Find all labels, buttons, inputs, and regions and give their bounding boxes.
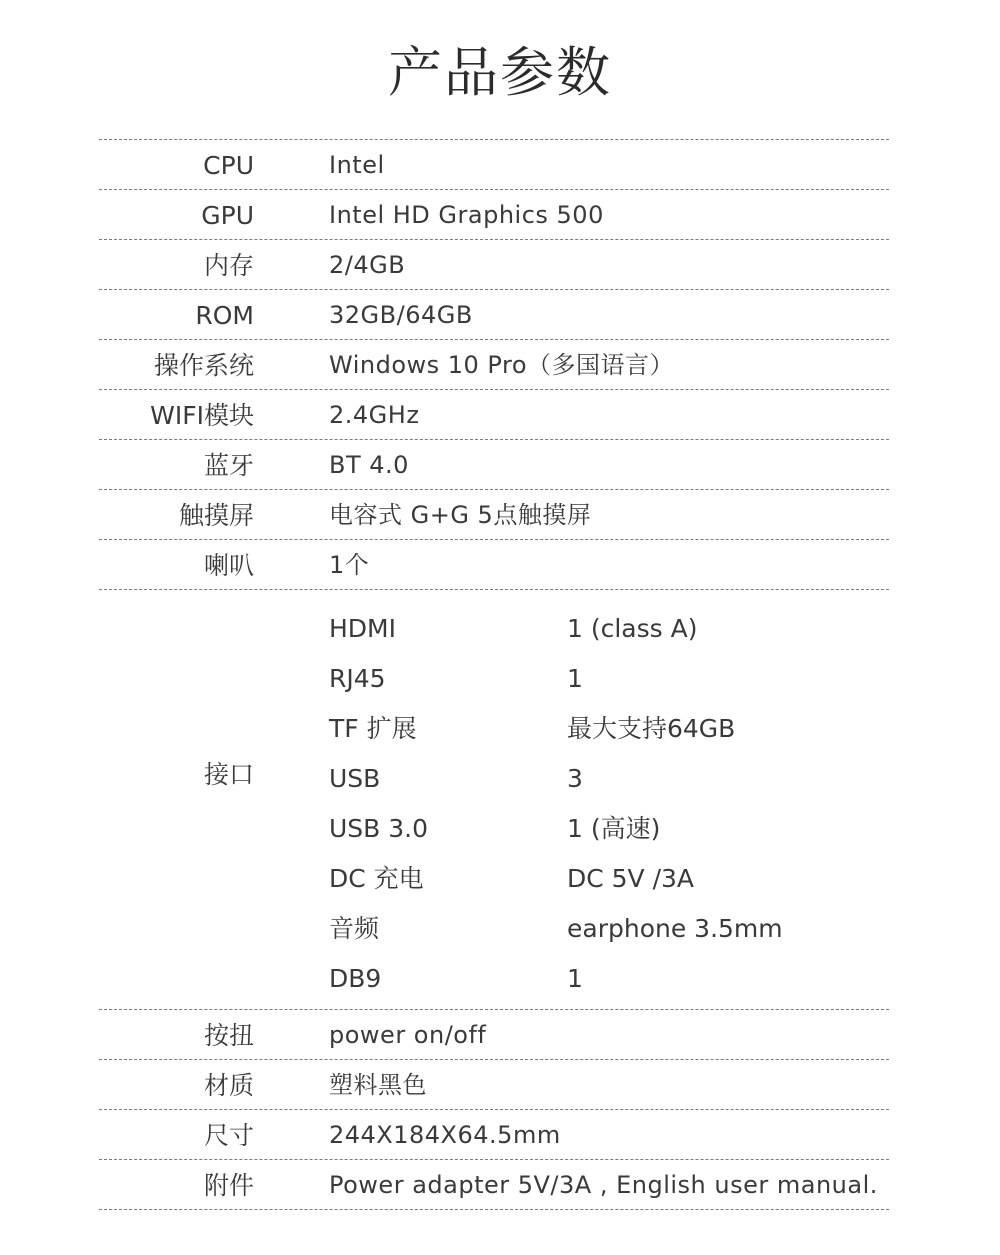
port-item [329,654,889,704]
spec-row-bluetooth [99,439,889,489]
spec-label: 接口 [203,760,254,789]
port-name: USB 3.0 [329,814,429,843]
port-value: 1 (class A) [567,614,698,643]
port-value: 1 [567,964,583,993]
spec-value: Power adapter 5V/3A , English user manual. [329,1171,878,1199]
spec-value: BT 4.0 [329,451,409,479]
spec-row-size [99,1109,889,1159]
spec-value: 电容式 G+G 5点触摸屏 [329,501,592,529]
port-item [329,604,889,654]
port-value: 1 [567,664,583,693]
port-item [329,954,889,1004]
port-value: 1 (高速) [567,814,661,843]
spec-value: 2/4GB [329,251,406,279]
spec-row-wifi [99,389,889,439]
port-item [329,754,889,804]
spec-label: 内存 [203,251,254,280]
spec-value: 塑料黑色 [329,1071,427,1099]
spec-row-accessories [99,1159,889,1210]
spec-label: 喇叭 [203,551,254,580]
spec-label: CPU [203,151,254,180]
spec-value: power on/off [329,1021,487,1049]
port-value: 最大支持64GB [567,714,736,743]
spec-label: 尺寸 [203,1121,254,1150]
spec-row-touchscreen [99,489,889,539]
spec-row-ports [99,589,889,1009]
spec-label: 触摸屏 [178,501,254,530]
port-name: DB9 [329,964,382,993]
port-value: 3 [567,764,583,793]
spec-value: 1个 [329,551,370,579]
spec-row-os [99,339,889,389]
spec-label: 附件 [203,1171,254,1200]
spec-value: 2.4GHz [329,401,420,429]
port-name: HDMI [329,614,396,643]
port-item [329,904,889,954]
spec-value: Windows 10 Pro（多国语言） [329,351,675,379]
port-value: earphone 3.5mm [567,914,783,943]
port-name: RJ45 [329,664,386,693]
port-item [329,804,889,854]
spec-row-material [99,1059,889,1109]
port-list [329,604,889,1004]
spec-row-speaker [99,539,889,589]
spec-row-button [99,1009,889,1059]
spec-table [99,139,889,1210]
page-title: 产品参数 [388,41,612,104]
spec-value: Intel [329,151,385,179]
spec-value: 32GB/64GB [329,301,473,329]
port-item [329,704,889,754]
spec-label: 蓝牙 [203,451,254,480]
spec-label: 按扭 [203,1021,254,1050]
port-item [329,854,889,904]
port-name: DC 充电 [329,864,424,893]
spec-row-cpu [99,139,889,189]
spec-label: 操作系统 [153,351,254,380]
spec-row-memory [99,239,889,289]
spec-label: ROM [195,301,254,330]
port-value: DC 5V /3A [567,864,695,893]
spec-label: GPU [201,201,254,230]
spec-value: Intel HD Graphics 500 [329,201,604,229]
spec-value: 244X184X64.5mm [329,1121,561,1149]
port-name: TF 扩展 [329,714,417,743]
port-name: USB [329,764,381,793]
spec-label: WIFI模块 [150,401,254,430]
port-name: 音频 [329,914,380,943]
spec-row-rom [99,289,889,339]
spec-label: 材质 [203,1071,254,1100]
spec-row-gpu [99,189,889,239]
